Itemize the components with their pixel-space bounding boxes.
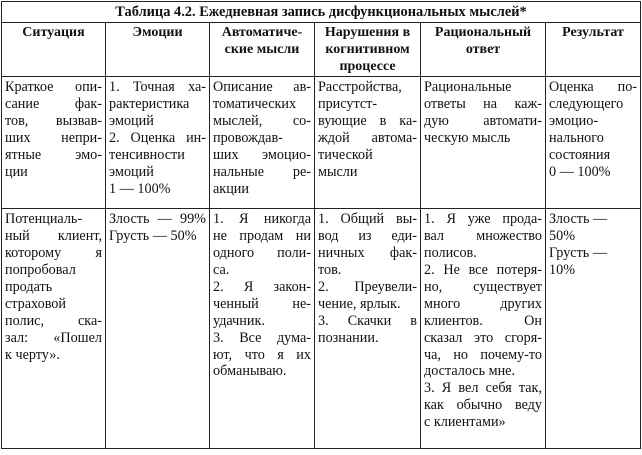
cell-text-line: с клиентами» xyxy=(424,414,506,431)
cell-cognitive-distortions xyxy=(315,77,421,209)
cell-situation xyxy=(2,77,106,209)
cell-text-line: ченный не- xyxy=(213,295,311,312)
cell-text-line: Злость — 99% xyxy=(109,211,206,228)
cell-text-line: 3. Я вел себя так, xyxy=(424,380,542,397)
cell-text-line: нальные ре- xyxy=(213,163,311,180)
cell-text-line: Оценка по- xyxy=(549,79,638,96)
cell-text-line: Ситуация xyxy=(22,24,85,40)
cell-cognitive-distortions xyxy=(315,209,421,449)
cell-text-line: ответы на каж- xyxy=(424,96,542,113)
cell-text-line: которому я xyxy=(5,245,102,262)
cell-text-line: 2. Не все потеря- xyxy=(424,262,542,279)
cell-text-line: ответ xyxy=(465,41,501,57)
cell-text-line: 1. Я никогда xyxy=(213,211,311,228)
table-row xyxy=(2,209,641,449)
cell-text-line: ный клиент, xyxy=(5,228,102,245)
cell-text-line: полис, ска- xyxy=(5,312,102,329)
cell-text-line: Описание ав- xyxy=(213,79,311,96)
cell-text-line: 1 — 100% xyxy=(109,180,171,197)
cell-text-line: Краткое опи- xyxy=(5,79,102,96)
cell-text-line: когнитивном xyxy=(325,41,410,57)
cell-text-line: Грусть — 50% xyxy=(109,228,197,245)
cell-text-line: Результат xyxy=(562,24,624,40)
cell-text-line: к черту». xyxy=(5,346,60,363)
cell-situation xyxy=(2,209,106,449)
cell-text-line: Автоматиче- xyxy=(221,24,303,40)
cell-text-line: 0 — 100% xyxy=(549,163,611,180)
cell-text-line: одного поли- xyxy=(213,245,311,262)
cell-emotions xyxy=(106,77,210,209)
header-rational-response xyxy=(421,22,546,76)
cell-result xyxy=(546,209,641,449)
cell-text-line: мыслей, со- xyxy=(213,113,311,130)
cell-text-line: 2. Преувели- xyxy=(318,278,417,295)
cell-text-line: 3. Все дума- xyxy=(213,329,311,346)
dysfunctional-thoughts-table xyxy=(1,1,641,449)
cell-automatic-thoughts xyxy=(210,77,315,209)
cell-text-line: 1. Точная ха- xyxy=(109,79,206,96)
cell-text-line: продать xyxy=(5,278,53,295)
cell-text-line: эмоцио- xyxy=(549,113,599,130)
cell-text-line: не продам ни xyxy=(213,228,311,245)
cell-text-line: удачник. xyxy=(213,312,265,329)
cell-text-line: дую автомати- xyxy=(424,113,542,130)
cell-text-line: вод из еди- xyxy=(318,228,417,245)
cell-text-line: ятные эмо- xyxy=(5,146,102,163)
cell-text-line: тической xyxy=(318,146,373,163)
cell-text-line: томатических xyxy=(213,96,297,113)
cell-text-line: са. xyxy=(213,262,230,279)
cell-text-line: много других xyxy=(424,295,542,312)
header-situation xyxy=(2,22,106,76)
cell-text-line: чение, ярлык. xyxy=(318,295,401,312)
cell-text-line: ские мысли xyxy=(224,41,300,57)
cell-text-line: ческую мысль xyxy=(424,130,511,147)
cell-text-line: присутст- xyxy=(318,96,378,113)
cell-text-line: тенсивности xyxy=(109,146,185,163)
cell-text-line: зал: «Пошел xyxy=(5,329,102,346)
cell-text-line: сказал это сгоря- xyxy=(424,329,542,346)
cell-text-line: Эмоции xyxy=(132,24,183,40)
cell-text-line: сание фак- xyxy=(5,96,102,113)
cell-text-line: Злость — xyxy=(549,211,608,228)
header-automatic-thoughts xyxy=(210,22,315,76)
header-row xyxy=(2,22,641,76)
cell-text-line: 50% xyxy=(549,228,576,245)
cell-text-line: 10% xyxy=(549,262,576,279)
cell-text-line: ча, но почему-то xyxy=(424,346,542,363)
cell-text-line: Расстройства, xyxy=(318,79,402,96)
cell-text-line: рактеристика xyxy=(109,96,190,113)
cell-text-line: акции xyxy=(213,180,249,197)
cell-text-line: следующего xyxy=(549,96,624,113)
cell-emotions xyxy=(106,209,210,449)
cell-text-line: обманываю. xyxy=(213,363,287,380)
cell-text-line: 2. Оценка ин- xyxy=(109,130,206,147)
cell-text-line: ции xyxy=(5,163,28,180)
cell-text-line: Рациональные xyxy=(424,79,512,96)
cell-text-line: 2. Я закон- xyxy=(213,278,311,295)
cell-text-line: ших непри- xyxy=(5,130,102,147)
cell-text-line: Рациональный xyxy=(434,24,532,40)
cell-result xyxy=(546,77,641,209)
cell-text-line: 1. Общий вы- xyxy=(318,211,417,228)
cell-text-line: досталось мне. xyxy=(424,363,516,380)
cell-text-line: провождав- xyxy=(213,130,283,147)
cell-text-line: мысли xyxy=(318,163,358,180)
cell-text-line: познании. xyxy=(318,329,379,346)
cell-automatic-thoughts xyxy=(210,209,315,449)
cell-text-line: полисов. xyxy=(424,245,477,262)
cell-rational-response xyxy=(421,209,546,449)
cell-text-line: Нарушения в xyxy=(324,24,411,40)
cell-text-line: страховой xyxy=(5,295,66,312)
cell-text-line: Грусть — xyxy=(549,245,608,262)
table-row xyxy=(2,77,641,209)
cell-text-line: попробовал xyxy=(5,262,76,279)
header-cognitive-distortions xyxy=(315,22,421,76)
cell-text-line: эмоций xyxy=(109,113,154,130)
cell-rational-response xyxy=(421,77,546,209)
cell-text-line: вал множество xyxy=(424,228,542,245)
cell-text-line: Потенциаль- xyxy=(5,211,83,228)
cell-text-line: но, существует xyxy=(424,278,542,295)
cell-text-line: ждой автома- xyxy=(318,130,417,147)
cell-text-line: клиентов. Он xyxy=(424,312,542,329)
header-emotions xyxy=(106,22,210,76)
cell-text-line: тов. xyxy=(318,262,342,279)
header-result xyxy=(546,22,641,76)
cell-text-line: тов, вызвав- xyxy=(5,113,102,130)
cell-text-line: ют, что я их xyxy=(213,346,311,363)
cell-text-line: ничных фак- xyxy=(318,245,417,262)
cell-text-line: состояния xyxy=(549,146,611,163)
cell-text-line: процессе xyxy=(339,58,396,74)
cell-text-line: эмоций xyxy=(109,163,154,180)
cell-text-line: ших эмоцио- xyxy=(213,146,311,163)
cell-text-line: нального xyxy=(549,130,604,147)
cell-text-line: 3. Скачки в xyxy=(318,312,417,329)
cell-text-line: как обычно веду xyxy=(424,397,542,414)
cell-text-line: 1. Я уже прода- xyxy=(424,211,542,228)
cell-text-line: вующие в ка- xyxy=(318,113,417,130)
table-caption: Таблица 4.2. Ежедневная запись дисфункциональных мыслей* xyxy=(2,2,641,23)
